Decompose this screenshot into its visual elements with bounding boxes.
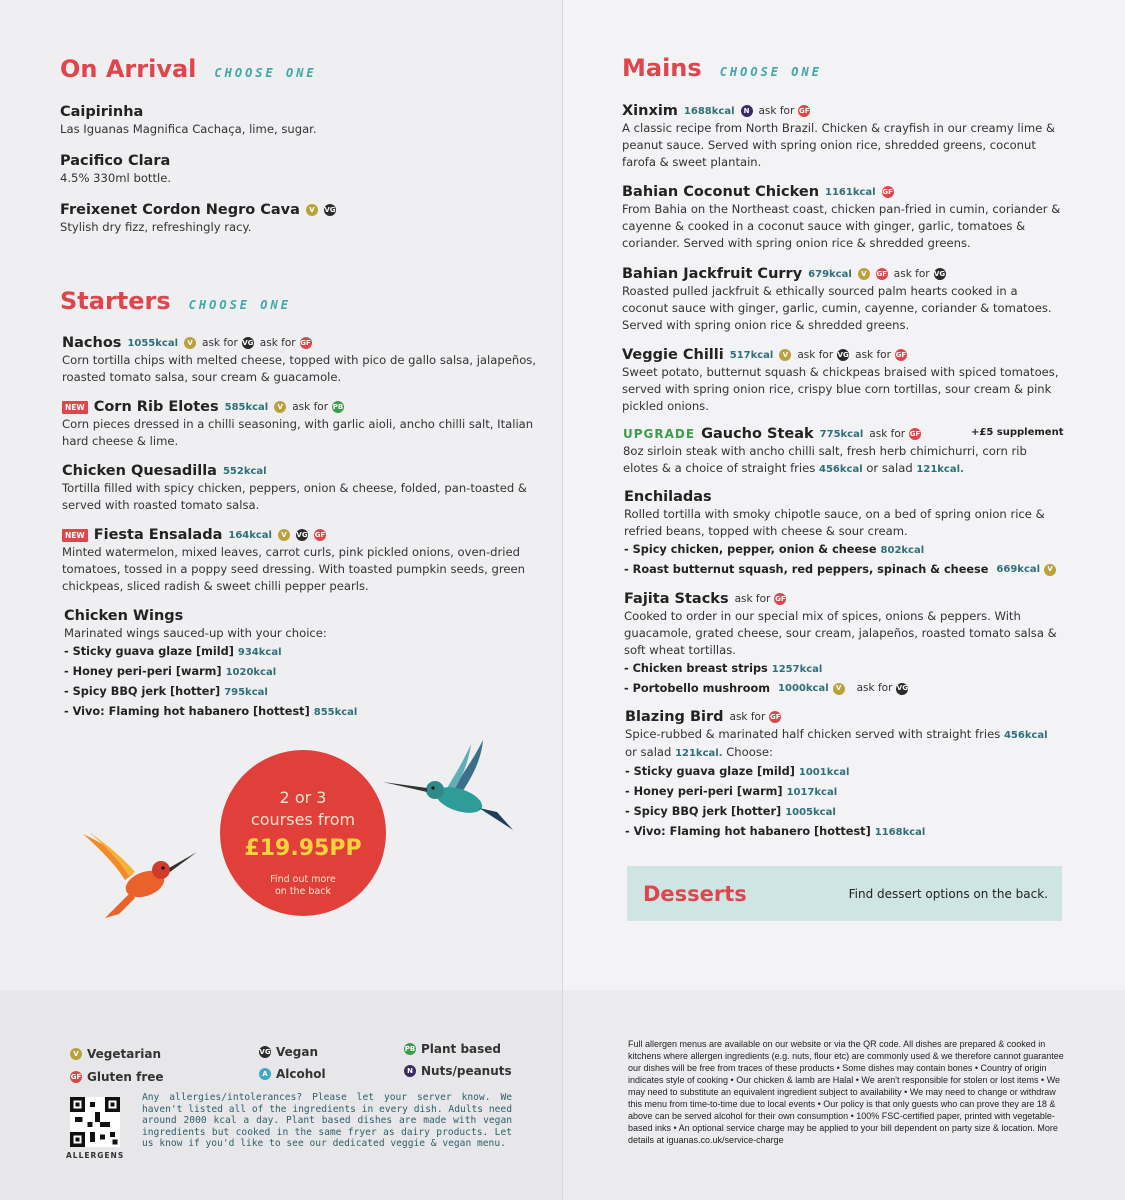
item-desc: 4.5% 330ml bottle. xyxy=(60,171,172,185)
kcal: 121kcal. xyxy=(916,464,964,475)
option-label: - Chicken breast strips xyxy=(624,662,768,675)
item-name: Pacifico Clara xyxy=(60,153,171,169)
allergy-notice: Any allergies/intolerances? Please let your server know. We haven't listed all of the ingredients in every dish. Adults need around 2000 kcal a day. Plant based dishes are made with vegan ingredients but cooked in the same fryer as dairy products. Let us know if you'd like to see our dedicated veggie & vegan menu. xyxy=(142,1092,512,1149)
kcal: 802kcal xyxy=(880,545,925,556)
option-label: - Vivo: Flaming hot habanero [hottest] xyxy=(64,705,310,718)
item-name: Blazing Bird xyxy=(625,709,724,725)
gluten-free-icon: GF xyxy=(882,188,893,196)
option-label: - Roast butternut squash, red peppers, spinach & cheese xyxy=(624,563,989,576)
item-name: Gaucho Steak xyxy=(701,426,814,442)
option-label: - Spicy BBQ jerk [hotter] xyxy=(625,805,782,818)
legend-alcohol xyxy=(259,1067,326,1081)
gluten-free-icon: GF xyxy=(70,1073,82,1081)
ask-for xyxy=(202,337,254,349)
menu-item-xinxim xyxy=(622,103,1062,171)
ask-for xyxy=(735,593,787,605)
item-desc: Cooked to order in our special mix of spices, onions & peppers. With guacamole, grated cheese, sour cream, jalapeños, roasted tomato salsa & soft wheat tortillas. xyxy=(624,609,1057,657)
starters-header xyxy=(60,287,291,315)
gluten-free-icon: GF xyxy=(775,595,786,603)
wing-option xyxy=(64,682,544,702)
option-label: - Spicy BBQ jerk [hotter] xyxy=(64,685,221,698)
plant-based-icon: PB xyxy=(404,1045,416,1053)
supplement-label: +£5 supplement xyxy=(971,427,1064,438)
item-desc: Tortilla filled with spicy chicken, peppers, onion & cheese, folded, pan-toasted & served with roasted tomato salsa. xyxy=(62,481,527,512)
ask-for xyxy=(855,349,907,361)
kcal: 855kcal xyxy=(313,707,358,718)
desc-text: or salad xyxy=(866,461,913,475)
kcal: 669kcal xyxy=(996,564,1041,575)
item-desc: Minted watermelon, mixed leaves, carrot curls, pink pickled onions, oven-dried tomatoes, tossed in a poppy seed dressing. With toasted pumpkin seeds, green chickpeas, sliced radish & sweet chilli pepper pearls. xyxy=(62,545,526,593)
legend-gluten-free xyxy=(70,1070,164,1084)
plant-based-icon: PB xyxy=(332,403,344,411)
kcal: 1001kcal xyxy=(798,767,850,778)
promo-price: £19.95PP xyxy=(244,836,362,861)
gluten-free-icon: GF xyxy=(876,270,888,278)
kcal: 552kcal xyxy=(222,465,267,477)
kcal: 1000kcal xyxy=(778,683,829,694)
kcal: 517kcal xyxy=(729,349,774,361)
promo-line1: 2 or 3 xyxy=(279,788,327,807)
item-name-row xyxy=(625,709,1065,725)
item-name: Veggie Chilli xyxy=(622,347,724,363)
legend-vegetarian xyxy=(70,1047,161,1061)
desc-text: 8oz sirloin steak with ancho chilli salt, fresh herb chimichurri, corn rib elotes & a choice of straight fries xyxy=(623,444,1027,475)
nuts-icon: N xyxy=(404,1065,416,1077)
qr-label: ALLERGENS xyxy=(66,1151,125,1160)
bird-option xyxy=(625,762,1065,782)
vegetarian-icon: V xyxy=(184,337,196,349)
kcal: 164kcal xyxy=(228,529,272,541)
desc-text: Choose: xyxy=(726,745,773,759)
item-name: Bahian Jackfruit Curry xyxy=(622,266,803,282)
item-name-row xyxy=(622,266,1062,282)
ask-for-label: ask for xyxy=(734,593,771,605)
item-name: Nachos xyxy=(62,335,122,351)
item-name: Fajita Stacks xyxy=(624,591,729,607)
vegetarian-icon: V xyxy=(70,1048,82,1060)
desc-text: or salad xyxy=(625,745,672,759)
ask-for-label: ask for xyxy=(729,711,766,723)
ask-for-label: ask for xyxy=(292,401,329,413)
ask-for-label: ask for xyxy=(758,105,795,117)
item-name: Chicken Wings xyxy=(64,608,184,624)
alcohol-icon: A xyxy=(259,1068,271,1080)
menu-item-fajita-stacks xyxy=(624,591,1064,698)
ask-for xyxy=(292,401,344,413)
ask-for xyxy=(759,105,811,117)
ask-for-label: ask for xyxy=(869,428,906,440)
desc-text: Spice-rubbed & marinated half chicken served with straight fries xyxy=(625,727,1001,741)
kcal: 121kcal. xyxy=(675,748,723,759)
item-name-row xyxy=(60,202,540,218)
legal-notice: Full allergen menus are available on our website or via the QR code. All dishes are prepared & cooked in kitchens where allergen ingredients (e.g. nuts, flour etc) are commonly used & we therefore cannot guarantee our dishes will be free from traces of these products • Some dishes may contain bones • Country of origin indicates style of cooking • Our chicken & lamb are Halal • We aren't responsible for stolen or lost items • We may need to substitute an equivalent ingredient subject to availability • We may need to change or withdraw this menu from time-to-time due to local events • Our policy is that only guests who can prove they are 18 & above can be served alcohol for their own consumption • 100% FSC-certified paper, printed with vegetable-based inks • An optional service charge may be applied to your bill dependent on party size & location. More details at iguanas.co.uk/service-charge xyxy=(628,1039,1064,1145)
kcal: 1005kcal xyxy=(785,807,836,818)
mains-choose: CHOOSE ONE xyxy=(719,65,822,79)
kcal: 456kcal xyxy=(819,464,863,475)
ask-for xyxy=(797,349,849,361)
bird-option xyxy=(625,822,1065,842)
vegan-icon: VG xyxy=(324,206,336,214)
option-label: - Portobello mushroom xyxy=(624,682,771,695)
legend-plant-based xyxy=(404,1042,501,1056)
qr-code-icon xyxy=(70,1097,120,1147)
item-name: Fiesta Ensalada xyxy=(93,527,223,543)
item-desc: Roasted pulled jackfruit & ethically sourced palm hearts cooked in a coconut sauce with ginger, garlic, cumin, cayenne, coriander & tomatoes. Served with spring onion rice & shredded greens. xyxy=(622,284,1052,332)
menu-item-chicken-quesadilla xyxy=(62,463,542,514)
promo-line2: courses from xyxy=(250,810,356,829)
gluten-free-icon: GF xyxy=(799,107,810,115)
wing-option xyxy=(64,642,544,662)
menu-item-bahian-coconut-chicken xyxy=(622,184,1062,252)
item-name: Xinxim xyxy=(622,103,678,119)
item-name-row xyxy=(62,335,542,351)
vegetarian-icon: V xyxy=(779,349,791,361)
ask-for-label: ask for xyxy=(259,337,296,349)
item-name-row xyxy=(622,103,1062,119)
mains-header xyxy=(622,54,822,82)
vegan-icon: VG xyxy=(296,531,308,539)
item-name: Chicken Quesadilla xyxy=(62,463,217,479)
gluten-free-icon: GF xyxy=(909,430,921,438)
item-name-row xyxy=(62,399,542,415)
option-label: - Sticky guava glaze [mild] xyxy=(64,645,234,658)
vegetarian-icon: V xyxy=(274,401,286,413)
gluten-free-icon: GF xyxy=(770,713,781,721)
desserts-banner xyxy=(627,866,1062,921)
starters-title: Starters xyxy=(60,287,171,315)
nuts-icon: N xyxy=(741,105,753,117)
gluten-free-icon: GF xyxy=(300,339,311,347)
item-name: Bahian Coconut Chicken xyxy=(622,184,820,200)
on-arrival-title: On Arrival xyxy=(60,55,197,83)
desserts-note: Find dessert options on the back. xyxy=(848,886,1048,901)
on-arrival-header xyxy=(60,55,317,83)
starters-choose: CHOOSE ONE xyxy=(188,298,291,312)
item-name-row xyxy=(62,463,542,479)
item-desc: Sweet potato, butternut squash & chickpeas braised with spiced tomatoes, served with spring onion rice, crispy blue corn tortillas, sour cream & pink pickled onions. xyxy=(622,365,1059,413)
vegan-icon: VG xyxy=(242,339,254,347)
legend-nuts xyxy=(404,1064,512,1078)
ask-for-label: ask for xyxy=(856,682,893,694)
fajita-option xyxy=(624,659,1064,679)
on-arrival-choose: CHOOSE ONE xyxy=(214,66,317,80)
option-label: - Spicy chicken, pepper, onion & cheese xyxy=(624,543,877,556)
vegetarian-icon: V xyxy=(1044,564,1056,576)
item-desc: Rolled tortilla with smoky chipotle sauce, on a bed of spring onion rice & refried beans, topped with cheese & sour cream. xyxy=(624,507,1045,538)
kcal: 456kcal xyxy=(1003,730,1048,741)
new-badge: NEW xyxy=(62,529,88,542)
vegan-icon: VG xyxy=(259,1048,271,1056)
ask-for xyxy=(857,679,909,698)
menu-item-blazing-bird xyxy=(625,709,1065,842)
ask-for-label: ask for xyxy=(893,268,930,280)
promo-badge xyxy=(220,750,386,916)
menu-item-corn-rib-elotes xyxy=(62,399,542,450)
item-name-row xyxy=(622,347,1062,363)
ask-for xyxy=(869,428,921,440)
vegan-icon: VG xyxy=(896,683,908,695)
kcal: 1257kcal xyxy=(771,664,823,675)
bird-option xyxy=(625,782,1065,802)
item-desc: Stylish dry fizz, refreshingly racy. xyxy=(60,220,252,234)
enchilada-option xyxy=(624,560,1064,579)
ask-for xyxy=(260,337,312,349)
menu-item-cava xyxy=(60,202,540,236)
menu-item-veggie-chilli xyxy=(622,347,1062,415)
upgrade-label: UPGRADE xyxy=(623,427,696,441)
ask-for-label: ask for xyxy=(855,349,891,361)
item-name: Enchiladas xyxy=(624,489,712,505)
legend-label: Vegetarian xyxy=(87,1047,162,1061)
kcal: 775kcal xyxy=(819,428,864,440)
item-desc: From Bahia on the Northeast coast, chicken pan-fried in cumin, coriander & cayenne & cooked in a coconut sauce with ginger, garlic, tomatoes & coriander. Served with spring onion rice & shredded greens. xyxy=(622,202,1061,250)
vegetarian-icon: V xyxy=(306,204,318,216)
vegetarian-icon: V xyxy=(278,529,290,541)
option-label: - Honey peri-peri [warm] xyxy=(625,785,783,798)
item-name-row xyxy=(622,184,1062,200)
legend-label: Gluten free xyxy=(87,1070,164,1084)
menu-item-caipirinha xyxy=(60,104,540,138)
gluten-free-icon: GF xyxy=(314,531,326,539)
option-label: - Sticky guava glaze [mild] xyxy=(625,765,795,778)
item-name: Freixenet Cordon Negro Cava xyxy=(60,202,300,218)
option-label: - Honey peri-peri [warm] xyxy=(64,665,222,678)
hummingbird-orange-icon xyxy=(75,826,200,926)
menu-item-fiesta-ensalada xyxy=(62,527,542,595)
legend-label: Alcohol xyxy=(276,1067,326,1081)
new-badge: NEW xyxy=(62,401,88,414)
item-desc xyxy=(625,726,1065,762)
wing-option xyxy=(64,662,544,682)
menu-item-enchiladas xyxy=(624,489,1064,579)
mains-title: Mains xyxy=(622,54,702,82)
wing-option xyxy=(64,702,544,722)
kcal: 1017kcal xyxy=(786,787,838,798)
kcal: 679kcal xyxy=(808,268,852,280)
item-desc: Las Iguanas Magnifica Cachaça, lime, sugar. xyxy=(60,122,317,136)
item-desc: Corn pieces dressed in a chilli seasoning, with garlic aioli, ancho chilli salt, Italian hard cheese & lime. xyxy=(62,417,534,448)
legend-label: Vegan xyxy=(276,1045,318,1059)
desserts-title: Desserts xyxy=(643,881,747,906)
legend-label: Plant based xyxy=(421,1042,502,1056)
menu-item-chicken-wings xyxy=(64,608,544,722)
legend-label: Nuts/peanuts xyxy=(421,1064,512,1078)
kcal: 1688kcal xyxy=(683,105,735,117)
vegetarian-icon: V xyxy=(858,268,870,280)
item-name-row xyxy=(62,527,542,543)
hummingbird-teal-icon xyxy=(383,738,515,834)
ask-for xyxy=(730,711,782,723)
item-desc xyxy=(623,443,1063,478)
kcal: 585kcal xyxy=(224,401,269,413)
item-desc: Corn tortilla chips with melted cheese, topped with pico de gallo salsa, jalapeños, roasted tomato salsa, sour cream & guacamole. xyxy=(62,353,537,384)
bird-option xyxy=(625,802,1065,822)
item-name: Corn Rib Elotes xyxy=(93,399,219,415)
ask-for-label: ask for xyxy=(202,337,238,349)
vegetarian-icon: V xyxy=(833,683,845,695)
kcal: 1020kcal xyxy=(225,667,277,678)
gluten-free-icon: GF xyxy=(895,351,907,359)
item-name-row xyxy=(624,591,1064,607)
kcal: 1168kcal xyxy=(874,827,926,838)
fajita-option xyxy=(624,679,1064,698)
kcal: 1161kcal xyxy=(825,186,876,198)
item-desc: A classic recipe from North Brazil. Chicken & crayfish in our creamy lime & peanut sauce. Served with spring onion rice, shredded greens, coconut farofa & sweet plantain. xyxy=(622,121,1056,169)
menu-item-jackfruit-curry xyxy=(622,266,1062,334)
item-name: Caipirinha xyxy=(60,104,144,120)
item-desc: Marinated wings sauced-up with your choice: xyxy=(64,626,327,640)
vegan-icon: VG xyxy=(933,270,946,278)
kcal: 795kcal xyxy=(224,687,268,698)
option-label: - Vivo: Flaming hot habanero [hottest] xyxy=(625,825,871,838)
ask-for-label: ask for xyxy=(797,349,834,361)
promo-note: Find out more on the back xyxy=(270,874,336,897)
enchilada-option xyxy=(624,540,1064,560)
kcal: 1055kcal xyxy=(127,337,179,349)
vegan-icon: VG xyxy=(837,351,849,359)
kcal: 934kcal xyxy=(237,647,282,658)
menu-item-pacifico xyxy=(60,153,540,187)
legend-vegan xyxy=(259,1045,318,1059)
ask-for xyxy=(894,268,946,280)
menu-item-nachos xyxy=(62,335,542,386)
